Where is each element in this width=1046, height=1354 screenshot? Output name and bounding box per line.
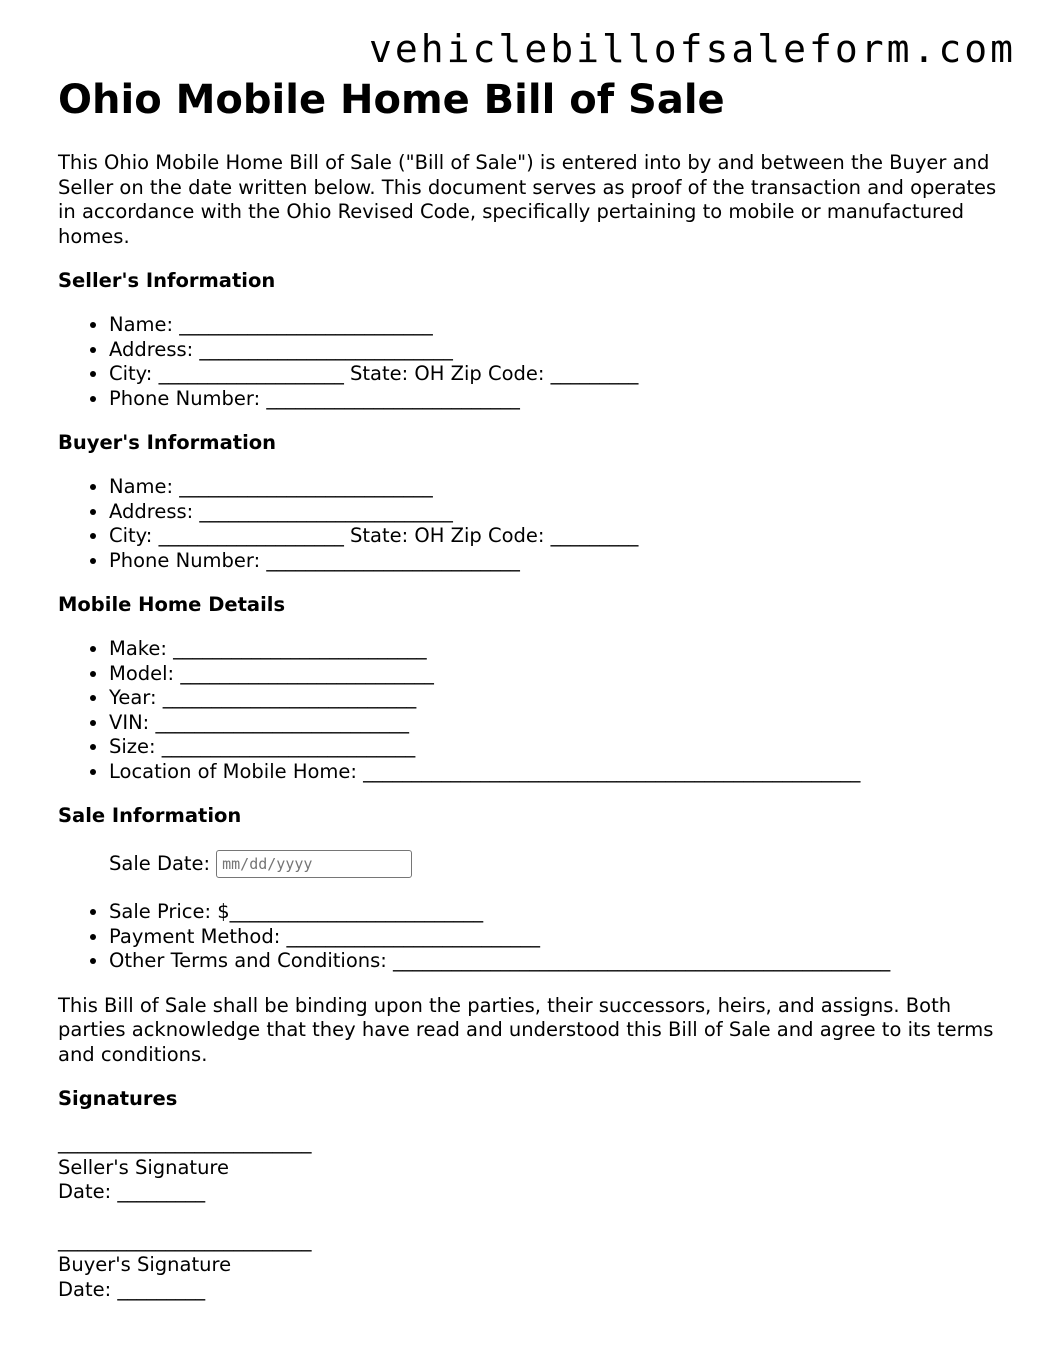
page-title: Ohio Mobile Home Bill of Sale (58, 77, 725, 123)
sale-price-field[interactable]: • Sale Price: $__________________________ (109, 900, 998, 925)
buyer-signature-date[interactable]: Date: _________ (58, 1277, 206, 1301)
buyer-info-list (58, 475, 998, 573)
seller-signature-line[interactable]: __________________________ (58, 1131, 312, 1154)
buyer-phone-field[interactable]: • Phone Number: __________________________ (109, 549, 998, 574)
seller-city-state-zip-field[interactable]: • City: ___________________ State: OH Zip Code: _________ (109, 362, 998, 387)
home-vin-field[interactable]: • VIN: __________________________ (109, 711, 998, 736)
buyer-city-state-zip-field[interactable]: • City: ___________________ State: OH Zip Code: _________ (109, 524, 998, 549)
seller-section-heading: Seller's Information (58, 269, 276, 292)
seller-address-field[interactable]: • Address: __________________________ (109, 338, 998, 363)
other-terms-field[interactable]: • Other Terms and Conditions: ___________________________________________________ (109, 949, 998, 974)
document-body (58, 76, 998, 1302)
closing-paragraph: This Bill of Sale shall be binding upon the parties, their successors, heirs, and assigns. Both parties acknowledge that they have read and understood this Bill of Sale and agree to its terms and conditions. (58, 993, 994, 1066)
home-model-field[interactable]: • Model: __________________________ (109, 662, 998, 687)
buyer-signature-line[interactable]: __________________________ (58, 1228, 312, 1252)
home-details-list (58, 637, 998, 784)
sale-date-label: Sale Date: (109, 852, 211, 875)
seller-name-field[interactable]: • Name: __________________________ (109, 313, 998, 338)
seller-phone-field[interactable]: • Phone Number: __________________________ (109, 387, 998, 412)
home-location-field[interactable]: • Location of Mobile Home: ___________________________________________________ (109, 760, 998, 785)
sale-info-heading: Sale Information (58, 804, 242, 827)
site-watermark: vehiclebillofsaleform.com (369, 27, 1016, 71)
seller-info-list (58, 313, 998, 411)
signatures-heading: Signatures (58, 1087, 178, 1110)
sale-date-row (109, 848, 998, 880)
seller-signature-date[interactable]: Date: _________ (58, 1180, 206, 1203)
buyer-signature-block (58, 1229, 998, 1303)
buyer-address-field[interactable]: • Address: __________________________ (109, 500, 998, 525)
payment-method-field[interactable]: • Payment Method: __________________________ (109, 925, 998, 950)
home-details-heading: Mobile Home Details (58, 593, 286, 616)
home-size-field[interactable]: • Size: __________________________ (109, 735, 998, 760)
buyer-signature-label: Buyer's Signature (58, 1253, 232, 1276)
seller-signature-label: Seller's Signature (58, 1155, 230, 1179)
seller-signature-block (58, 1131, 998, 1205)
sale-date-input[interactable] (216, 850, 412, 878)
buyer-section-heading: Buyer's Information (58, 431, 277, 454)
sale-info-list (58, 900, 998, 974)
home-make-field[interactable]: • Make: __________________________ (109, 637, 998, 662)
home-year-field[interactable]: • Year: __________________________ (109, 686, 998, 711)
buyer-name-field[interactable]: • Name: __________________________ (109, 475, 998, 500)
intro-paragraph: This Ohio Mobile Home Bill of Sale ("Bill of Sale") is entered into by and between the Buyer and Seller on the date written below. This document serves as proof of the transaction and operates in accordance with the Ohio Revised Code, specifically pertaining to mobile or manufactured homes. (58, 151, 997, 248)
